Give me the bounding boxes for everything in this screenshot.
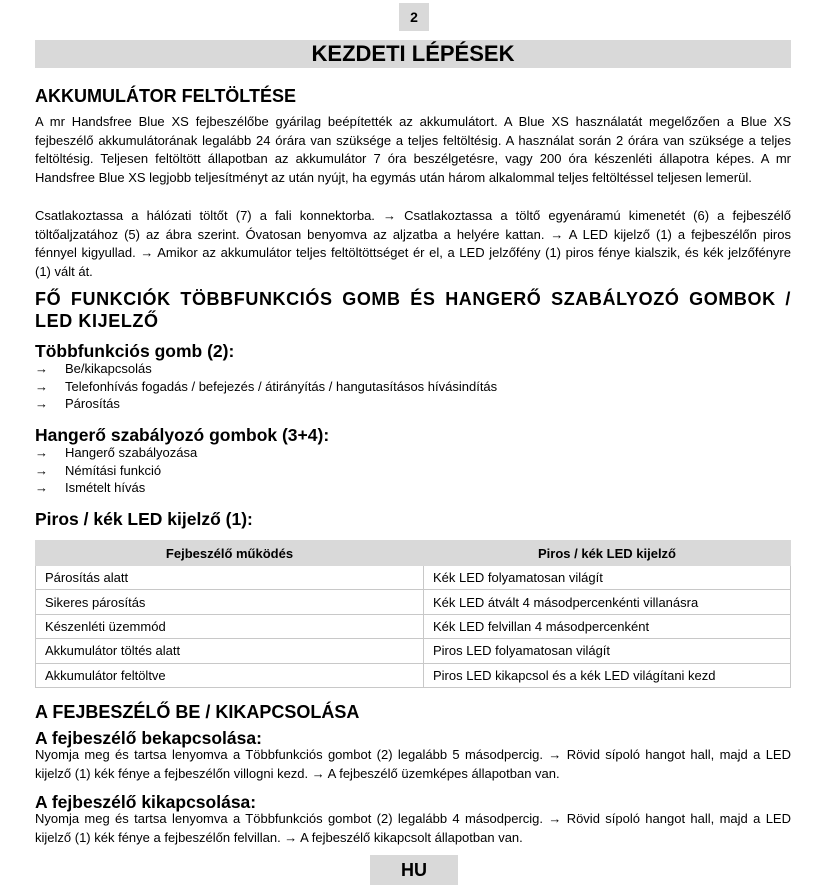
- battery-paragraph-1: A mr Handsfree Blue XS fejbeszélőbe gyárilag beépítették az akkumulátort. A Blue XS használatát megelőzően a Blue XS fejbeszélő akkumulátorának legalább 24 órára van szüksége a teljes feltöltésig. A használat során 2 órára van szüksége a teljes feltöltésig. Teljesen feltöltött állapotban az akkumulátor 7 óra beszélgetésre, vagy 200 óra készenléti állapotra képes. A mr Handsfree Blue XS legjobb teljesítményt az után nyújt, ha egymás után három alkalommal teljes feltöltéssel teljesen lemerül.: [35, 114, 791, 185]
- table-cell: Piros LED kikapcsol és a kék LED világítani kezd: [424, 663, 791, 687]
- power-section-title: A FEJBESZÉLŐ BE / KIKAPCSOLÁSA: [35, 702, 360, 722]
- led-indicator-title: Piros / kék LED kijelző (1):: [35, 509, 253, 529]
- arrow-icon: →: [35, 445, 48, 460]
- table-cell: Akkumulátor töltés alatt: [36, 639, 424, 663]
- power-on-text: Nyomja meg és tartsa lenyomva a Többfunkciós gombot (2) legalább 5 másodpercig. → Rövid sípoló hangot hall, majd a LED kijelző (1) kék fénye a fejbeszélőn villogni kezd. → A fejbeszélő üzemképes állapotban van.: [35, 747, 791, 781]
- led-status-table: [35, 540, 791, 688]
- table-cell: Kék LED felvillan 4 másodpercenként: [424, 614, 791, 638]
- power-on-title: A fejbeszélő bekapcsolása:: [35, 728, 262, 748]
- list-item-label: Némítási funkció: [65, 462, 162, 478]
- multi-button-title: Többfunkciós gomb (2):: [35, 341, 235, 361]
- table-row: [36, 639, 791, 663]
- list-item-label: Hangerő szabályozása: [65, 445, 198, 460]
- list-item-label: Be/kikapcsolás: [65, 361, 152, 376]
- power-off-title: A fejbeszélő kikapcsolása:: [35, 792, 257, 812]
- table-cell: Kék LED átvált 4 másodpercenkénti villanásra: [424, 590, 791, 614]
- list-item: [35, 360, 497, 378]
- table-cell: Készenléti üzemmód: [36, 614, 424, 638]
- table-row: [36, 614, 791, 638]
- table-row: [36, 566, 791, 590]
- table-row: [36, 663, 791, 687]
- column-header-operation: Fejbeszélő működés: [36, 541, 424, 566]
- arrow-icon: →: [35, 462, 48, 478]
- arrow-icon: →: [35, 480, 48, 496]
- power-off-text: Nyomja meg és tartsa lenyomva a Többfunkciós gombot (2) legalább 4 másodpercig. → Rövid sípoló hangot hall, majd a LED kijelző (1) kék fénye a fejbeszélőn felvillan. → A fejbeszélő kikapcsolt állapotban van.: [35, 811, 791, 845]
- column-header-led: Piros / kék LED kijelző: [424, 541, 791, 566]
- volume-buttons-title: Hangerő szabályozó gombok (3+4):: [35, 425, 330, 445]
- list-item: [35, 479, 197, 497]
- arrow-icon: →: [35, 396, 48, 412]
- multi-button-list: [35, 360, 497, 413]
- language-badge: HU: [370, 855, 458, 885]
- table-cell: Sikeres párosítás: [36, 590, 424, 614]
- list-item-label: Telefonhívás fogadás / befejezés / átirányítás / hangutasításos hívásindítás: [65, 378, 498, 394]
- table-row: [36, 590, 791, 614]
- battery-paragraph-2: Csatlakoztassa a hálózati töltőt (7) a fali konnektorba. → Csatlakoztassa a töltő egyenáramú kimenetét (6) a fejbeszélő töltőaljzatához (5) az ábra szerint. Óvatosan benyomva az aljzatba a helyére kattan. → A LED kijelző (1) a fejbeszélőn piros fénnyel kigyullad. → Amikor az akkumulátor teljes feltöltöttséget ér el, a LED jelzőfény (1) piros fénye kialszik, és kék jelzőfényre (1) vált át.: [35, 208, 791, 279]
- page-number: 2: [399, 3, 429, 31]
- functions-section-title: FŐ FUNKCIÓK TÖBBFUNKCIÓS GOMB ÉS HANGERŐ SZABÁLYOZÓ GOMBOK / LED KIJELZŐ: [35, 289, 791, 331]
- battery-section-title: AKKUMULÁTOR FELTÖLTÉSE: [35, 86, 296, 106]
- table-cell: Akkumulátor feltöltve: [36, 663, 424, 687]
- list-item: [35, 444, 197, 462]
- list-item-label: Ismételt hívás: [65, 480, 146, 496]
- table-cell: Kék LED folyamatosan világít: [424, 566, 791, 590]
- table-cell: Piros LED folyamatosan világít: [424, 639, 791, 663]
- list-item: [35, 395, 497, 413]
- table-cell: Párosítás alatt: [36, 566, 424, 590]
- list-item-label: Párosítás: [65, 396, 120, 412]
- list-item: [35, 462, 197, 480]
- list-item: [35, 378, 497, 396]
- arrow-icon: →: [35, 361, 48, 376]
- page-title: KEZDETI LÉPÉSEK: [35, 40, 791, 68]
- table-header-row: [36, 541, 791, 566]
- arrow-icon: →: [35, 378, 48, 394]
- volume-buttons-list: [35, 444, 197, 497]
